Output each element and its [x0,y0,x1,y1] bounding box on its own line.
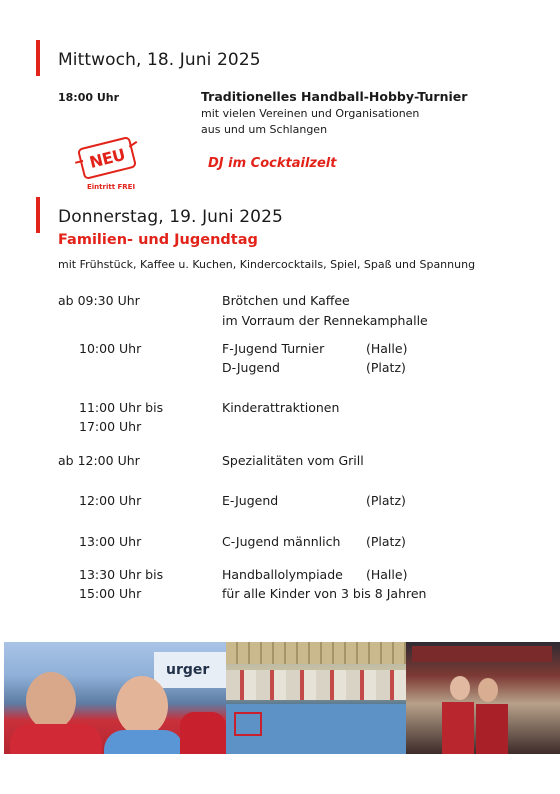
schedule-activity: E-Jugend [222,493,279,508]
thursday-subtitle: Familien- und Jugendtag [58,232,258,248]
wednesday-event-line2: mit vielen Vereinen und Organisationen [201,107,420,120]
schedule-location: (Platz) [366,493,406,508]
person-head [26,672,76,730]
schedule-location: (Halle) [366,567,408,582]
thursday-intro: mit Frühstück, Kaffee u. Kuchen, Kindercocktails, Spiel, Spaß und Spannung [58,258,476,271]
photo-strip [4,642,560,754]
stamp-caption: Eintritt FREI [87,183,136,191]
schedule-activity: Handballolympiade [222,567,343,582]
wednesday-time: 18:00 Uhr [58,91,120,104]
schedule-activity: C-Jugend männlich [222,534,341,549]
person-apron [476,704,508,754]
person-head [116,676,168,736]
photo-team-selfie [4,642,226,754]
person-shirt [104,730,184,754]
section-bar-wednesday [36,40,40,76]
photo-bar-staff [406,642,560,754]
person-shirt [180,712,226,754]
schedule-time: ab 12:00 Uhr [58,453,140,468]
new-stamp [77,136,137,180]
schedule-time: 10:00 Uhr [79,341,142,356]
thursday-title: Donnerstag, 19. Juni 2025 [58,207,283,227]
schedule-activity: Kinderattraktionen [222,400,340,415]
hall-wall [226,670,406,700]
schedule-time: 11:00 Uhr bis [79,400,164,415]
photo-sports-hall [226,642,406,754]
schedule-location: (Halle) [366,341,408,356]
schedule-activity: Spezialitäten vom Grill [222,453,364,468]
bar-sign [412,646,552,662]
schedule-activity-line2: D-Jugend [222,360,280,375]
person-head [478,678,498,702]
schedule-location-line2: (Platz) [366,360,406,375]
person-apron [442,702,474,754]
schedule-time-line2: 15:00 Uhr [79,586,142,601]
schedule-activity-line2: für alle Kinder von 3 bis 8 Jahren [222,586,427,601]
wednesday-title: Mittwoch, 18. Juni 2025 [58,50,261,70]
schedule-time: 12:00 Uhr [79,493,142,508]
schedule-activity: F-Jugend Turnier [222,341,325,356]
schedule-activity-line2: im Vorraum der Rennekamphalle [222,313,428,328]
person-head [450,676,470,700]
stamp-label: NEU [87,144,127,172]
schedule-time: 13:00 Uhr [79,534,142,549]
schedule-location: (Platz) [366,534,406,549]
schedule-time: 13:30 Uhr bis [79,567,164,582]
schedule-activity: Brötchen und Kaffee [222,293,350,308]
wednesday-event-line3: aus und um Schlangen [201,123,328,136]
schedule-time: ab 09:30 Uhr [58,293,140,308]
section-bar-thursday [36,197,40,233]
photo-banner-text: urger [166,662,210,678]
person-shirt [10,724,102,754]
dj-note: DJ im Cocktailzelt [208,156,337,171]
wednesday-event-title: Traditionelles Handball-Hobby-Turnier [201,89,468,104]
hall-ceiling [226,642,406,664]
schedule-time-line2: 17:00 Uhr [79,419,142,434]
hall-goal [234,712,262,736]
